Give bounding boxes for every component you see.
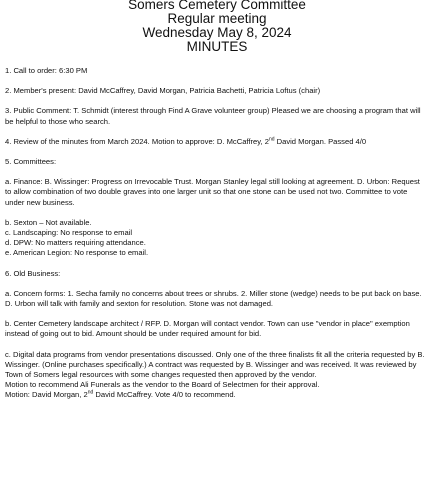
review-text: 4. Review of the minutes from March 2024. Motion to approve: D. McCaffrey, 2	[5, 136, 269, 146]
committee-sexton: b. Sexton – Not available.	[5, 217, 92, 227]
item-public-comment: 3. Public Comment: T. Schmidt (interest through Find A Grave volunteer group) Pleased we are choosing a program that will be helpful to those who search.	[5, 106, 421, 126]
old-business-heading: 6. Old Business:	[5, 268, 61, 278]
motion-vote-text-end: David McCaffrey. Vote 4/0 to recommend.	[93, 390, 236, 400]
committee-finance: a. Finance: B. Wissinger: Progress on Irrevocable Trust. Morgan Stanley legal still looking at agreement. D. Urbon: Request to allow combination of two double graves into one larger unit so that one stone can be used not two. Committee to vote under new business.	[5, 177, 420, 207]
motion-vote-text: Motion: David Morgan, 2	[5, 390, 88, 400]
item-review-minutes	[5, 137, 427, 147]
motion-recommend: Motion to recommend Ali Funerals as the vendor to the Board of Selectmen for their approval.	[5, 380, 320, 390]
meeting-date: Wednesday May 8, 2024	[142, 25, 292, 40]
motion-vote-ordinal: nd	[87, 389, 94, 396]
old-business-landscape-architect: b. Center Cemetery landscape architect / RFP. D. Morgan will contact vendor. Town can use "vendor in place" exemption instead of going out to bid. Amount should be under required amount for bid.	[5, 319, 410, 339]
committees-heading: 5. Committees:	[5, 157, 57, 167]
review-text-end: David Morgan. Passed 4/0	[274, 136, 367, 146]
motion-vote	[5, 390, 427, 400]
committee-american-legion: e. American Legion: No response to email.	[5, 248, 149, 258]
item-members-present: 2. Member's present: David McCaffrey, David Morgan, Patricia Bachetti, Patricia Loftus (chair)	[5, 86, 321, 96]
minutes-body	[5, 66, 427, 401]
committee-dpw: d. DPW: No matters requiring attendance.	[5, 238, 146, 248]
document-title: MINUTES	[186, 39, 248, 54]
review-ordinal: nd	[268, 136, 275, 143]
document-header	[0, 0, 434, 54]
old-business-concern-forms: a. Concern forms: 1. Secha family no concerns about trees or shrubs. 2. Miller stone (wedge) needs to be put back on base. D. Urbon will talk with family and sexton for resolution. Stone was not damaged.	[5, 288, 422, 309]
committee-name: Somers Cemetery Committee	[128, 0, 306, 12]
committee-landscaping: c. Landscaping: No response to email	[5, 228, 133, 238]
meeting-type: Regular meeting	[167, 11, 267, 26]
item-call-to-order: 1. Call to order: 6:30 PM	[5, 66, 88, 75]
old-business-digital-data: c. Digital data programs from vendor presentations discussed. Only one of the three finalists fit all the criteria requested by B. Wissinger. (Online purchases specifically.) A contract was requested by B. Wissinger and was received. It was reviewed by Town of Somers legal resources with some changes requested then approved by the vendor.	[5, 349, 425, 380]
